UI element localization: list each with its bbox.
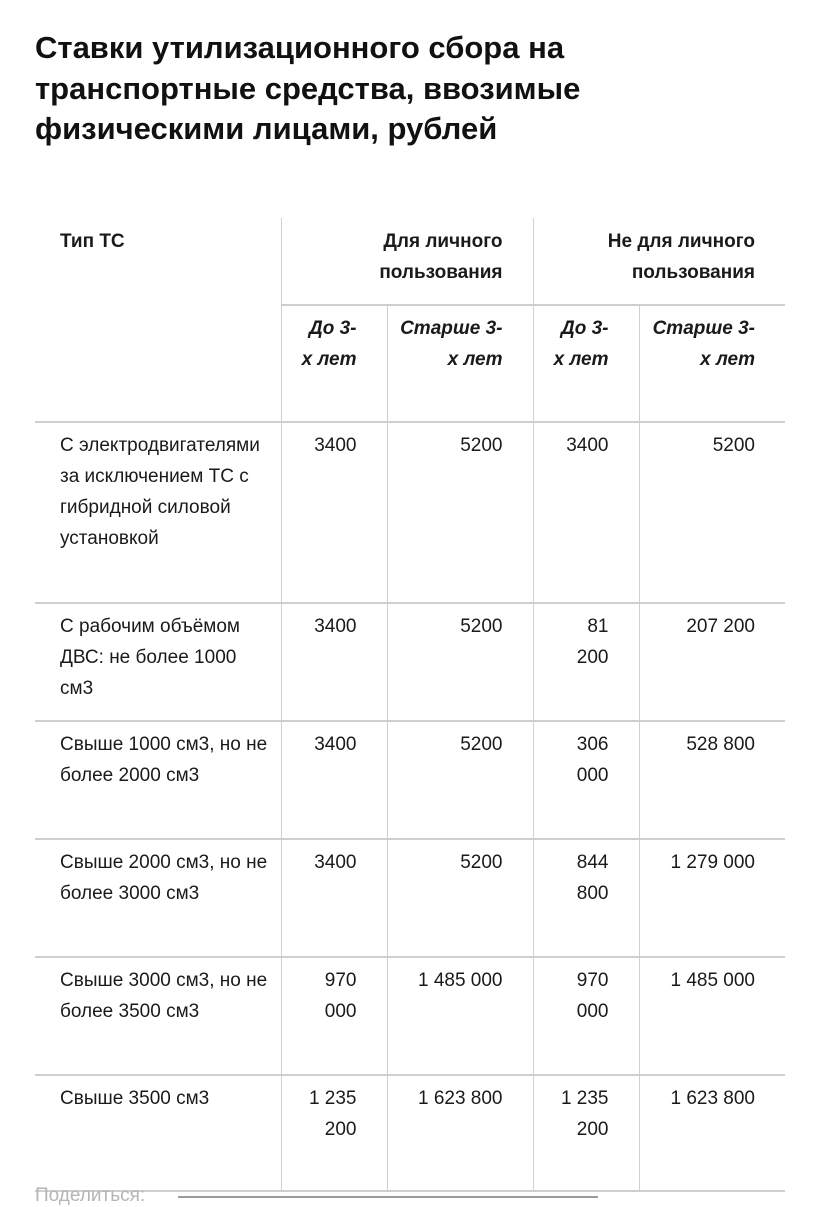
table-cell: 528 800 <box>639 721 785 839</box>
table-cell: 844 800 <box>533 839 639 957</box>
recycling-fee-table <box>35 218 785 1192</box>
table-cell: 207 200 <box>639 603 785 721</box>
table-row <box>35 603 785 721</box>
table-row <box>35 957 785 1075</box>
table-cell: 5200 <box>387 839 533 957</box>
page-title: Ставки утилизационного сбора на транспортные средства, ввозимые физическими лицами, рублей <box>35 30 581 146</box>
column-header-commercial-under-3: До 3-х лет <box>533 305 639 422</box>
table-cell: 3400 <box>533 422 639 603</box>
row-label: С рабочим объёмом ДВС: не более 1000 см3 <box>35 603 281 721</box>
table-cell: 1 485 000 <box>387 957 533 1075</box>
table-cell: 1 623 800 <box>639 1075 785 1191</box>
column-header-commercial-over-3: Старше 3-х лет <box>639 305 785 422</box>
table-cell: 1 279 000 <box>639 839 785 957</box>
table-row <box>35 721 785 839</box>
table-cell: 5200 <box>387 721 533 839</box>
table-cell: 5200 <box>387 422 533 603</box>
table-cell: 3400 <box>281 603 387 721</box>
table-row <box>35 422 785 603</box>
table-cell: 5200 <box>639 422 785 603</box>
table-cell: 3400 <box>281 721 387 839</box>
table-cell: 5200 <box>387 603 533 721</box>
column-header-personal-over-3: Старше 3-х лет <box>387 305 533 422</box>
row-label: Свыше 2000 см3, но не более 3000 см3 <box>35 839 281 957</box>
share-label: Поделиться: <box>35 1185 146 1206</box>
table-cell: 306 000 <box>533 721 639 839</box>
table-cell: 81 200 <box>533 603 639 721</box>
table-cell: 1 623 800 <box>387 1075 533 1191</box>
column-group-personal-use: Для личного пользования <box>281 218 533 305</box>
row-label: С электродвигателями за исключением ТС с гибридной силовой установкой <box>35 422 281 603</box>
table-cell: 1 235 200 <box>281 1075 387 1191</box>
table-row <box>35 1075 785 1191</box>
share-bar[interactable] <box>178 1196 598 1198</box>
table-cell: 1 235 200 <box>533 1075 639 1191</box>
table-cell: 1 485 000 <box>639 957 785 1075</box>
column-header-vehicle-type: Тип ТС <box>60 231 125 252</box>
row-label: Свыше 3000 см3, но не более 3500 см3 <box>35 957 281 1075</box>
row-label: Свыше 3500 см3 <box>35 1075 281 1191</box>
table-cell: 970 000 <box>533 957 639 1075</box>
table-cell: 3400 <box>281 422 387 603</box>
table-cell: 3400 <box>281 839 387 957</box>
table-cell: 970 000 <box>281 957 387 1075</box>
column-group-non-personal-use: Не для личного пользования <box>533 218 785 305</box>
column-header-personal-under-3: До 3-х лет <box>281 305 387 422</box>
table-row <box>35 839 785 957</box>
row-label: Свыше 1000 см3, но не более 2000 см3 <box>35 721 281 839</box>
